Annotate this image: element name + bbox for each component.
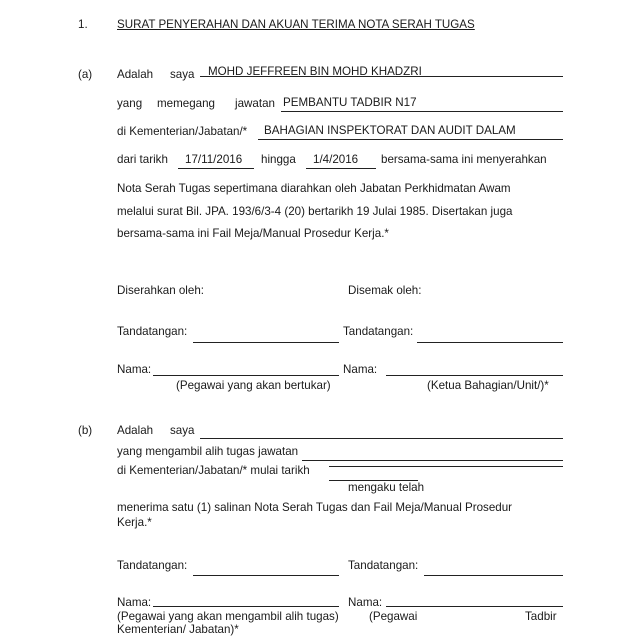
bersama-text: bersama-sama ini menyerahkan — [381, 153, 547, 166]
signature-line — [417, 342, 563, 343]
part-a-marker: (a) — [78, 68, 93, 81]
name-underline — [200, 438, 563, 439]
adalah-label: Adalah — [117, 68, 154, 81]
jawatan-label: jawatan — [235, 97, 275, 110]
tadbir-caption: Tadbir — [525, 610, 557, 623]
jawatan-underline — [281, 111, 563, 112]
signature-line — [193, 342, 339, 343]
nama-label: Nama: — [348, 596, 383, 609]
signature-line — [193, 575, 339, 576]
dari-tarikh-underline — [178, 168, 254, 169]
name-underline — [200, 76, 563, 77]
pengambil-caption: (Pegawai yang akan mengambil alih tugas) — [117, 610, 339, 623]
nama-line — [386, 606, 563, 607]
hingga-value: 1/4/2016 — [313, 153, 359, 166]
paragraph-line: Nota Serah Tugas sepertimana diarahkan oleh Jabatan Perkhidmatan Awam — [117, 182, 511, 195]
nama-line — [153, 375, 339, 376]
paragraph-line: melalui surat Bil. JPA. 193/6/3-4 (20) bertarikh 19 Julai 1985. Disertakan juga — [117, 205, 513, 218]
ketua-caption: (Ketua Bahagian/Unit/)* — [427, 379, 549, 392]
nama-line — [153, 606, 339, 607]
adalah-label: Adalah — [117, 424, 154, 437]
officer-name-value: MOHD JEFFREEN BIN MOHD KHADZRI — [208, 65, 422, 78]
nama-label: Nama: — [343, 363, 378, 376]
yang-label: yang — [117, 97, 143, 110]
paragraph-line: Kerja.* — [117, 516, 152, 529]
memegang-label: memegang — [157, 97, 216, 110]
section-title: SURAT PENYERAHAN DAN AKUAN TERIMA NOTA SERAH TUGAS — [117, 18, 475, 31]
nama-label: Nama: — [117, 596, 152, 609]
tandatangan-label: Tandatangan: — [117, 325, 188, 338]
hingga-label: hingga — [261, 153, 296, 166]
mengaku-text: mengaku telah — [348, 481, 425, 494]
pegawai-caption: (Pegawai — [369, 610, 418, 623]
kementerian-label: di Kementerian/Jabatan/* — [117, 125, 248, 138]
pegawai-caption: (Pegawai yang akan bertukar) — [176, 379, 331, 392]
tandatangan-label: Tandatangan: — [348, 559, 419, 572]
saya-label: saya — [170, 68, 195, 81]
tandatangan-label: Tandatangan: — [343, 325, 414, 338]
kementerian-caption: Kementerian/ Jabatan)* — [117, 623, 239, 636]
jawatan-underline — [302, 460, 563, 461]
paragraph-line: bersama-sama ini Fail Meja/Manual Prosedur Kerja.* — [117, 227, 389, 240]
part-b-marker: (b) — [78, 424, 93, 437]
nama-label: Nama: — [117, 363, 152, 376]
section-number: 1. — [78, 18, 88, 31]
mengambil-alih-text: yang mengambil alih tugas jawatan — [117, 445, 299, 458]
disemak-label: Disemak oleh: — [348, 284, 422, 297]
kementerian-mulai-text: di Kementerian/Jabatan/* mulai tarikh — [117, 464, 310, 477]
kementerian-underline — [258, 139, 563, 140]
hingga-underline — [306, 168, 376, 169]
kementerian-value: BAHAGIAN INSPEKTORAT DAN AUDIT DALAM — [264, 124, 516, 137]
signature-line — [424, 575, 563, 576]
jawatan-value: PEMBANTU TADBIR N17 — [283, 96, 417, 109]
paragraph-line: menerima satu (1) salinan Nota Serah Tugas dan Fail Meja/Manual Prosedur — [117, 501, 513, 514]
diserahkan-label: Diserahkan oleh: — [117, 284, 205, 297]
saya-label: saya — [170, 424, 195, 437]
kementerian-underline — [329, 466, 563, 467]
dari-tarikh-label: dari tarikh — [117, 153, 168, 166]
tandatangan-label: Tandatangan: — [117, 559, 188, 572]
nama-line — [386, 375, 563, 376]
dari-tarikh-value: 17/11/2016 — [185, 153, 243, 166]
